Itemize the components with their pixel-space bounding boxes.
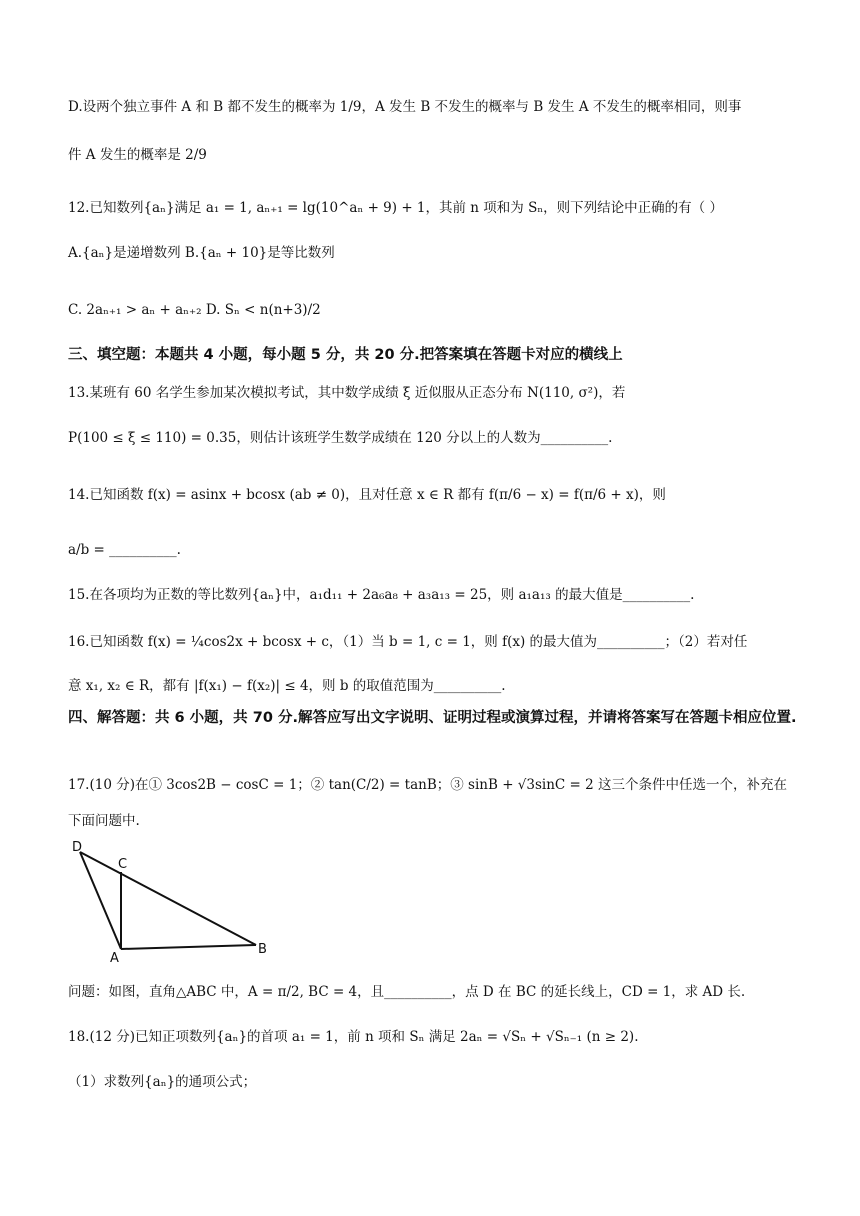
triangle-figure [66,836,286,966]
label-c: C [118,857,128,872]
section-4-heading: 四、解答题：共 6 小题，共 70 分.解答应写出文字说明、证明过程或演算过程，并请将答案写在答题卡相应位置. [68,710,797,726]
question-18-line1: 18.(12 分)已知正项数列{aₙ}的首项 a₁ = 1，前 n 项和 Sₙ 满足 2aₙ = √Sₙ + √Sₙ₋₁ (n ≥ 2). [68,1029,639,1045]
option-d-text: D.设两个独立事件 A 和 B 都不发生的概率为 1/9，A 发生 B 不发生的概率与 B 发生 A 不发生的概率相同，则事 [68,99,742,115]
question-12-options-cd: C. 2aₙ₊₁ > aₙ + aₙ₊₂ D. Sₙ < n(n+3)/2 [68,302,321,318]
question-13-line2: P(100 ≤ ξ ≤ 110) = 0.35，则估计该班学生数学成绩在 120 分以上的人数为__________. [68,430,613,446]
question-15: 15.在各项均为正数的等比数列{aₙ}中，a₁d₁₁ + 2a₆a₈ + a₃a₁₃ = 25，则 a₁a₁₃ 的最大值是__________. [68,587,695,603]
question-18-part1: （1）求数列{aₙ}的通项公式； [68,1074,257,1090]
option-d-line1 [68,97,800,117]
question-17-problem: 问题：如图，直角△ABC 中，A = π/2, BC = 4，且__________，点 D 在 BC 的延长线上，CD = 1，求 AD 长. [68,984,746,1000]
question-13-line1: 13.某班有 60 名学生参加某次模拟考试，其中数学成绩 ξ 近似服从正态分布 N(110, σ²)，若 [68,385,626,401]
question-14-line1: 14.已知函数 f(x) = asinx + bcosx (ab ≠ 0)，且对任意 x ∈ R 都有 f(π/6 − x) = f(π/6 + x)，则 [68,487,666,503]
option-d-line2: 件 A 发生的概率是 2/9 [68,147,207,163]
question-16-line2: 意 x₁, x₂ ∈ R，都有 |f(x₁) − f(x₂)| ≤ 4，则 b 的取值范围为__________. [68,678,506,694]
question-12-options-ab: A.{aₙ}是递增数列 B.{aₙ + 10}是等比数列 [68,245,335,261]
question-12-stem: 12.已知数列{aₙ}满足 a₁ = 1, aₙ₊₁ = lg(10^aₙ + 9) + 1，其前 n 项和为 Sₙ，则下列结论中正确的有（ ） [68,200,723,216]
question-17-line1: 17.(10 分)在① 3cos2B − cosC = 1；② tan(C/2) = tanB；③ sinB + √3sinC = 2 这三个条件中任选一个，补充在 [68,777,788,793]
question-14-line2: a/b = __________. [68,542,181,558]
label-d: D [72,840,83,855]
question-16-line1: 16.已知函数 f(x) = ¼cos2x + bcosx + c，（1）当 b = 1, c = 1，则 f(x) 的最大值为__________；（2）若对任 [68,634,748,650]
section-3-heading: 三、填空题：本题共 4 小题，每小题 5 分，共 20 分.把答案填在答题卡对应的横线上 [68,347,623,363]
label-a: A [110,951,119,966]
question-17-line2: 下面问题中. [68,813,140,829]
label-b: B [258,942,267,957]
